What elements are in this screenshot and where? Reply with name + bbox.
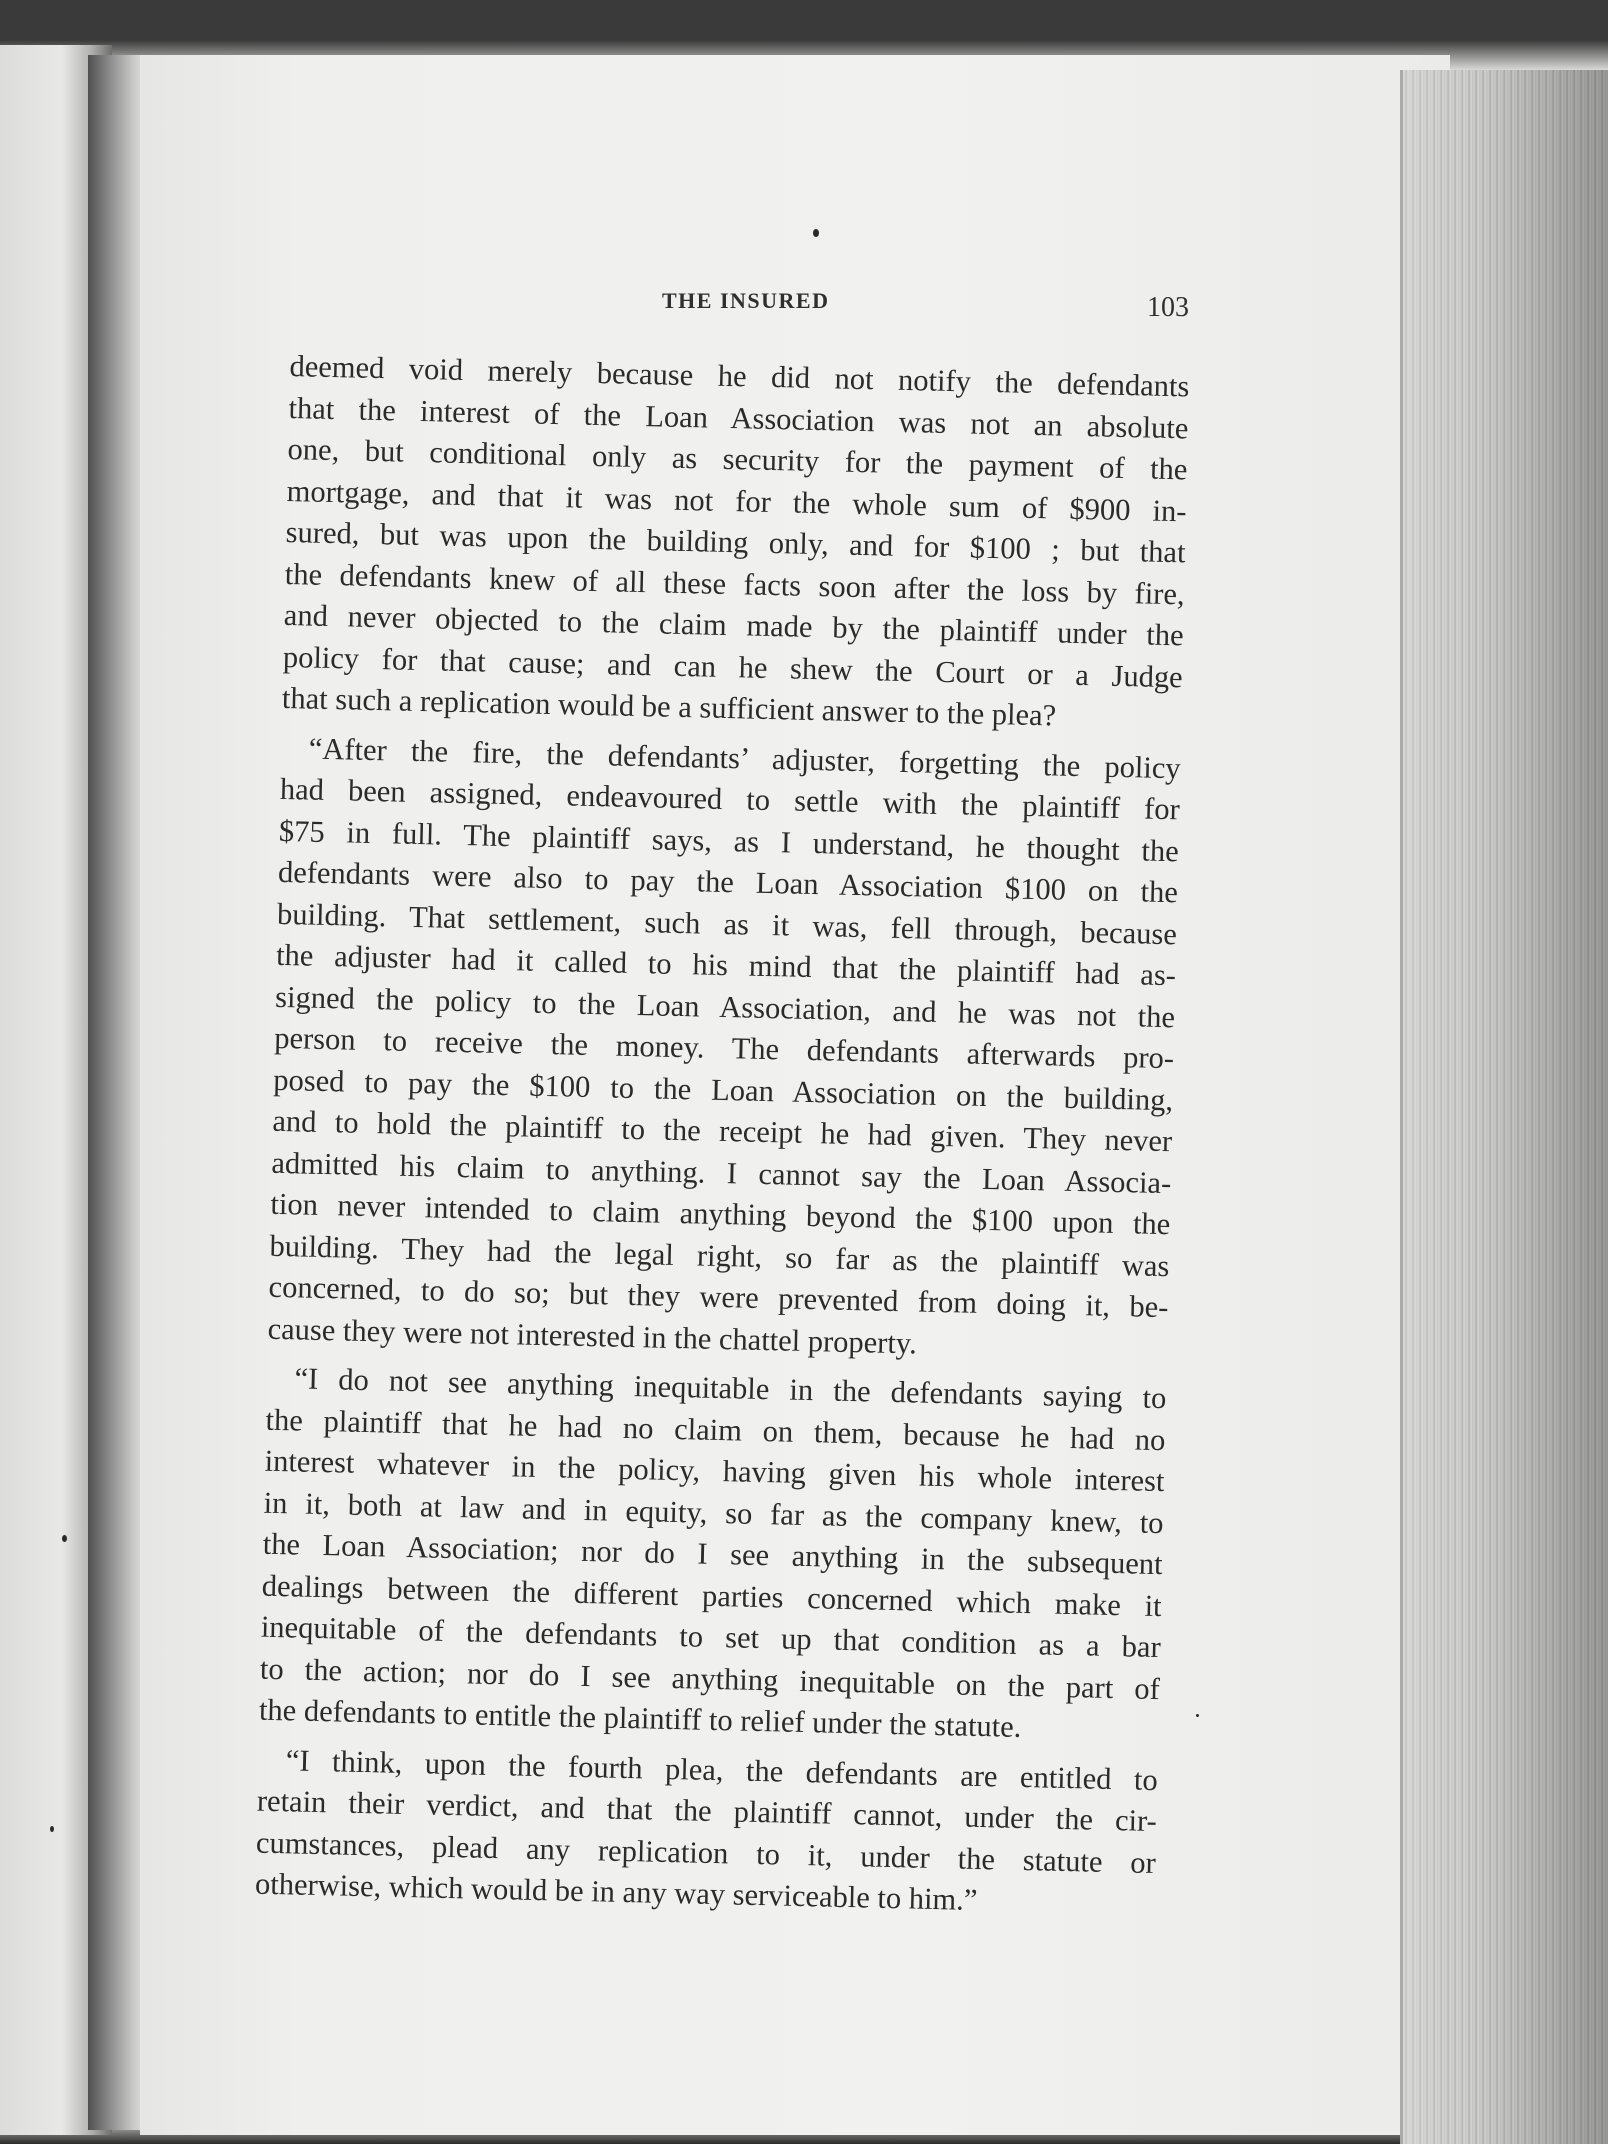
text-line: building. They had the legal right, so far as the plaintiff was	[269, 1228, 1170, 1283]
text-line: and to hold the plaintiff to the receipt he had given. They never	[272, 1103, 1173, 1159]
text-line: “I do not see anything inequitable in the defendants saying to	[294, 1361, 1167, 1416]
text-line: “I think, upon the fourth plea, the defendants are entitled to	[285, 1742, 1159, 1797]
text-line: one, but conditional only as security for the payment of the	[287, 431, 1188, 487]
text-line: interest whatever in the policy, having given his whole interest	[264, 1443, 1165, 1499]
text-line: cumstances, plead any replication to it, under the statute or	[255, 1825, 1157, 1880]
text-line: inequitable of the defendants to set up that condition as a bar	[260, 1609, 1162, 1665]
text-line: the defendants to entitle the plaintiff to relief under the statute.	[258, 1692, 1022, 1744]
paragraph	[282, 346, 1190, 740]
text-line: admitted his claim to anything. I cannot say the Loan Associa-	[271, 1145, 1172, 1200]
text-line: building. That settlement, such as it was, fell through, because	[276, 896, 1178, 951]
paragraph	[255, 1739, 1159, 1925]
text-line: had been assigned, endeavoured to settle with the plaintiff for	[279, 771, 1181, 827]
text-line: and never objected to the claim made by the plaintiff under the	[283, 597, 1185, 653]
paragraph	[259, 1358, 1167, 1752]
ink-speck	[50, 1826, 54, 1832]
body-text	[255, 346, 1190, 1926]
text-line: posed to pay the $100 to the Loan Association on the building,	[272, 1062, 1174, 1117]
running-head: THE INSURED	[662, 288, 830, 313]
text-line: $75 in full. The plaintiff says, as I understand, he thought the	[278, 813, 1180, 868]
text-line: to the action; nor do I see anything inequitable on the part of	[259, 1651, 1161, 1706]
page-number: 103	[1147, 292, 1189, 323]
text-line: the Loan Association; nor do I see anything in the subsequent	[262, 1526, 1163, 1582]
text-line: retain their verdict, and that the plaintiff cannot, under the cir-	[256, 1783, 1158, 1839]
text-line: “After the fire, the defendants’ adjuster, forgetting the policy	[308, 731, 1182, 785]
text-line: the plaintiff that he had no claim on them, because he had no	[265, 1402, 1166, 1457]
text-line: that the interest of the Loan Association was not an absolute	[288, 390, 1189, 445]
text-line: in it, both at law and in equity, so far as the company knew, to	[263, 1485, 1164, 1540]
ink-speck	[1196, 1714, 1199, 1717]
text-line: sured, but was upon the building only, and for $100 ; but that	[285, 514, 1186, 570]
text-line: the adjuster had it called to his mind that the plaintiff had as-	[275, 937, 1177, 993]
text-line: the defendants knew of all these facts soon after the loss by fire,	[284, 556, 1185, 611]
text-line: dealings between the different parties concerned which make it	[261, 1568, 1163, 1623]
ink-speck	[62, 1535, 67, 1542]
text-line: policy for that cause; and can he shew the Court or a Judge	[282, 639, 1184, 694]
text-line: mortgage, and that it was not for the whole sum of $900 in-	[286, 473, 1187, 528]
text-line: tion never intended to claim anything beyond the $100 upon the	[270, 1186, 1171, 1242]
text-line: otherwise, which would be in any way serviceable to him.”	[254, 1866, 978, 1917]
text-line: cause they were not interested in the chattel property.	[267, 1311, 918, 1360]
paragraph	[267, 727, 1181, 1370]
text-line: concerned, to do so; but they were prevented from doing it, be-	[268, 1269, 1169, 1325]
text-line: that such a replication would be a sufficient answer to the plea?	[281, 680, 1057, 733]
text-line: person to receive the money. The defendants afterwards pro-	[273, 1020, 1175, 1076]
text-line: deemed void merely because he did not notify the defendants	[289, 348, 1190, 404]
ink-speck	[813, 229, 819, 237]
text-line: signed the policy to the Loan Association, and he was not the	[274, 979, 1176, 1034]
text-line: defendants were also to pay the Loan Association $100 on the	[277, 854, 1179, 910]
page-edges-shading	[1400, 70, 1608, 2144]
book-gutter-shadow	[88, 55, 148, 2130]
